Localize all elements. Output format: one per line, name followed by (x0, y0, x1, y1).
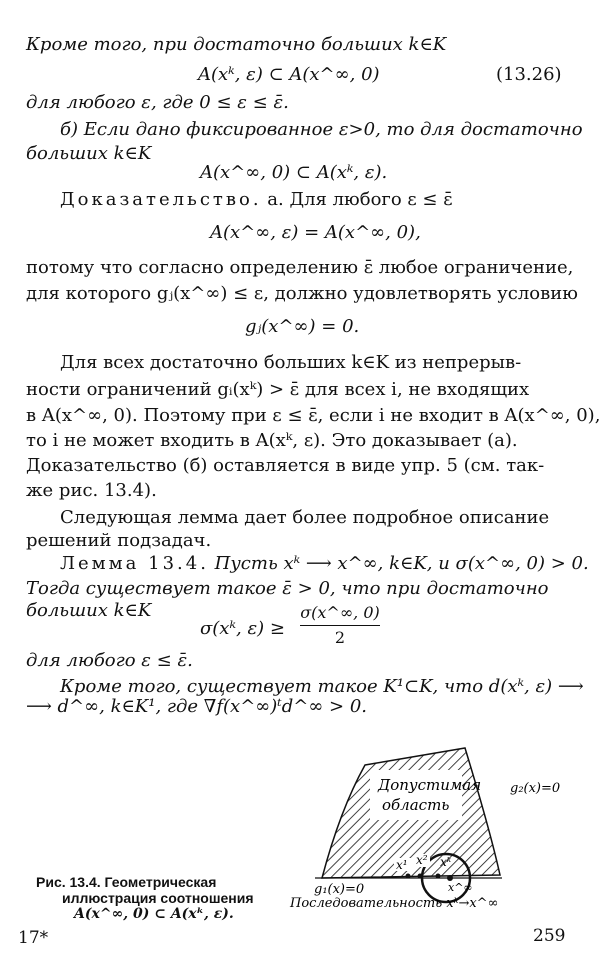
text-line: больших k∈K (26, 143, 152, 164)
text-line: для любого ε, где 0 ≤ ε ≤ ε̄. (26, 92, 289, 113)
x2-label: x² (416, 853, 428, 867)
fraction-denominator: 2 (334, 628, 346, 647)
figure-caption-line-3: A(x^∞, 0) ⊂ A(xᵏ, ε). (74, 906, 234, 922)
g1-constraint-label: g₁(x)=0 (314, 882, 365, 897)
proof-line (60, 189, 453, 211)
equation: gⱼ(x^∞) = 0. (245, 316, 360, 337)
figure-caption-line-1: Рис. 13.4. Геометрическая (36, 874, 217, 890)
proof-heading: Доказательство. (60, 189, 262, 210)
text-line: Следующая лемма дает более подробное описание (60, 507, 550, 528)
figure-13-4 (270, 730, 590, 910)
inequality-left: σ(xᵏ, ε) ≥ (200, 618, 285, 639)
text-line: для которого gⱼ(x^∞) ≤ ε, должно удовлетворять условию (26, 283, 578, 304)
text-line: в A(x^∞, 0). Поэтому при ε ≤ ε̄, если i не входит в A(x^∞, 0), (26, 405, 600, 426)
g2-constraint-label: g₂(x)=0 (510, 781, 561, 796)
fraction-numerator: σ(x^∞, 0) (300, 603, 380, 622)
point-xk (436, 874, 441, 879)
equation-13-26: A(xᵏ, ε) ⊂ A(x^∞, 0) (198, 64, 380, 85)
proof-text: а. Для любого ε ≤ ε̄ (261, 189, 453, 210)
lemma-heading: Лемма 13.4. (60, 553, 209, 574)
text-line: Кроме того, существует такое K¹⊂K, что d(xᵏ, ε) ⟶ (60, 676, 584, 697)
x1-label: x¹ (396, 858, 408, 872)
text-line: б) Если дано фиксированное ε>0, то для достаточно (60, 119, 583, 140)
text-line: Для всех достаточно больших k∈K из непрерыв- (60, 352, 522, 373)
text-line: больших k∈K (26, 600, 152, 621)
region-label-2: область (382, 796, 450, 814)
sequence-label: Последовательность xᵏ→x^∞ (290, 896, 499, 910)
text-line: для любого ε ≤ ε̄. (26, 650, 193, 671)
signature-mark: 17* (18, 928, 49, 948)
text-line: решений подзадач. (26, 530, 212, 551)
x-inf-label: x^∞ (448, 881, 473, 894)
text-line: Кроме того, при достаточно больших k∈K (26, 34, 447, 55)
text-line: Тогда существует такое ε̄ > 0, что при достаточно (26, 578, 549, 599)
page-number: 259 (533, 926, 566, 946)
lemma-line (60, 553, 589, 575)
equation-number: (13.26) (496, 64, 562, 85)
lemma-text: Пусть xᵏ ⟶ x^∞, k∈K, и σ(x^∞, 0) > 0. (208, 553, 589, 574)
xk-label: xᵏ (440, 855, 452, 869)
text-line: ⟶ d^∞, k∈K¹, где ∇f(x^∞)ᵗd^∞ > 0. (26, 696, 368, 717)
text-line: же рис. 13.4). (26, 480, 157, 501)
text-line: Доказательство (б) оставляется в виде упр. 5 (см. так- (26, 455, 545, 476)
fraction-bar (300, 625, 380, 626)
point-x1 (406, 874, 411, 879)
text-line: то i не может входить в A(xᵏ, ε). Это доказывает (а). (26, 430, 518, 451)
text-line: ности ограничений gᵢ(xᵏ) > ε̄ для всех i, не входящих (26, 379, 530, 400)
region-label-1: Допустимая (378, 776, 482, 794)
equation: A(x^∞, 0) ⊂ A(xᵏ, ε). (200, 162, 388, 183)
text-line: потому что согласно определению ε̄ любое ограничение, (26, 257, 574, 278)
figure-caption-line-2: иллюстрация соотношения (62, 890, 254, 906)
point-x2 (418, 874, 423, 879)
equation: A(x^∞, ε) = A(x^∞, 0), (210, 222, 421, 243)
